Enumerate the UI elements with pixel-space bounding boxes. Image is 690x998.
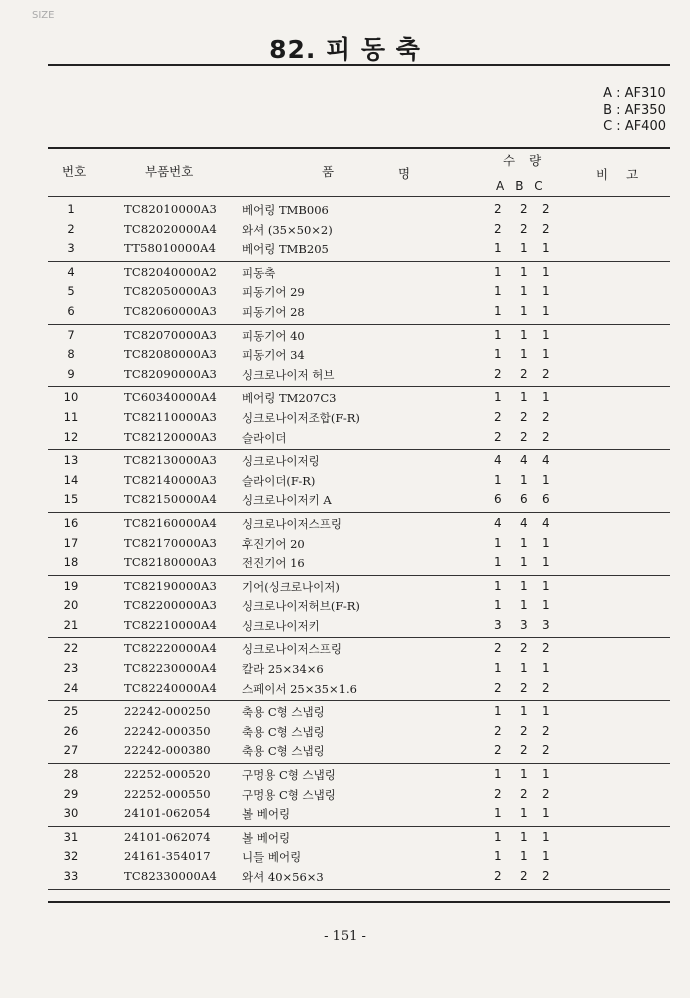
cell-qty-b: 4 [520, 515, 528, 530]
cell-qty-a: 1 [494, 347, 502, 362]
cell-part-no: 22252-000550 [124, 786, 211, 801]
cell-qty-c: 1 [542, 284, 550, 299]
header-rule-bottom [48, 196, 670, 197]
cell-no: 15 [63, 492, 79, 507]
legend-key: C [603, 119, 613, 134]
cell-qty-a: 1 [494, 829, 502, 844]
legend-model: AF400 [624, 119, 666, 134]
page-title: 82. 피 동 축 [269, 35, 421, 64]
cell-qty-c: 2 [542, 641, 550, 656]
cell-qty-c: 2 [542, 221, 550, 236]
cell-qty-c: 1 [542, 472, 550, 487]
row-group [48, 638, 670, 701]
cell-qty-b: 1 [520, 390, 528, 405]
cell-part-no: TC82200000A3 [124, 598, 218, 613]
cell-no: 12 [63, 429, 79, 444]
cell-qty-a: 2 [494, 202, 502, 216]
cell-no: 2 [67, 221, 75, 236]
cell-name: 싱크로나이저조합(F-R) [242, 410, 360, 425]
cell-no: 5 [67, 284, 75, 299]
cell-qty-b: 1 [520, 555, 528, 570]
cell-name: 구멍용 C형 스냅링 [242, 787, 336, 802]
table-row [48, 785, 670, 805]
header-no: 번호 [62, 164, 87, 179]
table-row [48, 616, 670, 636]
table-row [48, 828, 670, 848]
row-group [48, 262, 670, 325]
cell-name: 니들 베어링 [242, 850, 302, 865]
cell-name: 볼 베어링 [242, 807, 291, 822]
cell-qty-b: 1 [520, 578, 528, 593]
table-row [48, 804, 670, 824]
cell-part-no: TC82230000A4 [124, 661, 218, 676]
cell-qty-c: 1 [542, 347, 550, 362]
legend-key: B [603, 102, 612, 118]
cell-part-no: TC82210000A4 [124, 617, 218, 632]
cell-name: 싱크로나이저스프링 [242, 516, 342, 531]
cell-no: 25 [63, 704, 79, 719]
row-group [48, 199, 670, 262]
table-row [48, 388, 670, 408]
cell-no: 17 [63, 535, 79, 550]
cell-qty-a: 1 [494, 555, 502, 570]
cell-qty-b: 2 [520, 869, 528, 883]
table-row [48, 408, 670, 428]
table-row [48, 326, 670, 346]
cell-qty-b: 2 [520, 641, 528, 656]
cell-qty-b: 1 [520, 284, 528, 299]
cell-name: 피동기어 34 [242, 348, 305, 363]
cell-name: 전진기어 16 [242, 556, 305, 571]
cell-part-no: 22252-000520 [124, 767, 211, 782]
cell-part-no: TC82220000A4 [124, 641, 218, 656]
table-row [48, 847, 670, 867]
cell-no: 32 [63, 849, 79, 864]
cell-qty-a: 2 [494, 641, 502, 656]
cell-qty-b: 6 [520, 492, 528, 507]
cell-no: 1 [67, 202, 75, 216]
cell-part-no: TT58010000A4 [124, 241, 217, 256]
cell-qty-a: 2 [494, 869, 502, 883]
cell-qty-a: 6 [494, 492, 502, 507]
cell-name: 칼라 25×34×6 [242, 662, 324, 677]
cell-part-no: TC82140000A3 [124, 472, 218, 487]
cell-part-no: TC82010000A3 [124, 202, 218, 216]
legend-key: A [603, 86, 612, 101]
table-row [48, 428, 670, 448]
cell-qty-b: 1 [520, 767, 528, 782]
cell-part-no: TC82080000A3 [124, 347, 218, 362]
cell-qty-b: 3 [520, 617, 528, 632]
cell-no: 9 [67, 366, 75, 381]
cell-qty-a: 2 [494, 723, 502, 738]
cell-qty-b: 2 [520, 786, 528, 801]
row-group [48, 701, 670, 764]
header-qty-cols: ABC [496, 179, 554, 193]
legend-model: AF350 [624, 102, 666, 118]
row-group [48, 827, 670, 890]
cell-qty-c: 1 [542, 578, 550, 593]
cell-qty-a: 1 [494, 578, 502, 593]
cell-qty-a: 2 [494, 680, 502, 695]
cell-part-no: TC82060000A3 [124, 303, 218, 318]
cell-qty-a: 4 [494, 453, 502, 468]
cell-qty-a: 2 [494, 409, 502, 424]
cell-qty-c: 2 [542, 786, 550, 801]
page-number: - 151 - [324, 929, 366, 944]
cell-qty-a: 1 [494, 264, 502, 279]
cell-part-no: TC82050000A3 [124, 284, 218, 299]
cell-name: 싱크로나이저 허브 [242, 367, 335, 382]
cell-qty-b: 1 [520, 806, 528, 821]
cell-qty-b: 1 [520, 704, 528, 719]
cell-qty-b: 2 [520, 723, 528, 738]
cell-no: 16 [63, 515, 79, 530]
table-row [48, 741, 670, 761]
table-row [48, 765, 670, 785]
cell-name: 와셔 (35×50×2) [242, 222, 333, 237]
cell-qty-b: 2 [520, 429, 528, 444]
cell-qty-b: 2 [520, 366, 528, 381]
cell-qty-c: 2 [542, 723, 550, 738]
cell-part-no: TC82090000A3 [124, 366, 218, 381]
table-row [48, 596, 670, 616]
header-note: 비고 [596, 167, 657, 182]
cell-qty-c: 1 [542, 661, 550, 676]
header-qty: 수량 [503, 153, 556, 168]
cell-name: 기어(싱크로나이저) [242, 579, 340, 594]
cell-part-no: TC82160000A4 [124, 515, 218, 530]
cell-qty-b: 1 [520, 327, 528, 342]
cell-part-no: TC82040000A2 [124, 264, 218, 279]
table-row [48, 659, 670, 679]
cell-qty-b: 1 [520, 303, 528, 318]
cell-name: 싱크로나이저스프링 [242, 642, 342, 657]
cell-name: 베어링 TMB006 [242, 203, 329, 217]
cell-part-no: TC82170000A3 [124, 535, 218, 550]
table-row [48, 490, 670, 510]
cell-qty-a: 1 [494, 303, 502, 318]
legend-entry: C : AF400 [603, 119, 666, 134]
cell-qty-b: 1 [520, 829, 528, 844]
cell-qty-a: 1 [494, 806, 502, 821]
table-row [48, 345, 670, 365]
cell-qty-a: 1 [494, 472, 502, 487]
cell-qty-c: 1 [542, 598, 550, 613]
cell-no: 23 [63, 661, 79, 676]
corner-mark: SIZE [32, 10, 55, 21]
legend-entry: A : AF310 [603, 86, 666, 101]
cell-qty-c: 2 [542, 202, 550, 216]
cell-no: 19 [63, 578, 79, 593]
legend-model: AF310 [624, 86, 666, 101]
header-part-no: 부품번호 [145, 164, 194, 179]
cell-no: 8 [67, 347, 75, 362]
cell-no: 18 [63, 555, 79, 570]
row-group [48, 325, 670, 388]
cell-name: 와셔 40×56×3 [242, 870, 324, 884]
cell-qty-b: 4 [520, 453, 528, 468]
cell-qty-a: 1 [494, 390, 502, 405]
cell-qty-c: 1 [542, 390, 550, 405]
cell-name: 피동축 [242, 265, 276, 280]
cell-qty-c: 1 [542, 704, 550, 719]
cell-name: 축용 C형 스냅링 [242, 724, 325, 739]
cell-part-no: TC82110000A3 [124, 409, 218, 424]
cell-name: 싱크로나이저허브(F-R) [242, 599, 360, 614]
cell-no: 31 [63, 829, 79, 844]
cell-qty-c: 4 [542, 515, 550, 530]
cell-qty-c: 1 [542, 264, 550, 279]
cell-part-no: TC82240000A4 [124, 680, 218, 695]
cell-part-no: 24161-354017 [124, 849, 211, 864]
table-row [48, 639, 670, 659]
cell-qty-c: 6 [542, 492, 550, 507]
table-row [48, 282, 670, 302]
parts-table [48, 199, 670, 890]
cell-name: 피동기어 29 [242, 285, 305, 300]
cell-no: 27 [63, 743, 79, 758]
cell-no: 3 [67, 241, 75, 256]
table-row [48, 553, 670, 573]
cell-qty-b: 2 [520, 680, 528, 695]
cell-qty-b: 1 [520, 598, 528, 613]
table-row [48, 867, 670, 887]
cell-qty-c: 1 [542, 829, 550, 844]
cell-qty-a: 3 [494, 617, 502, 632]
table-row [48, 534, 670, 554]
cell-part-no: 24101-062074 [124, 829, 211, 844]
cell-name: 싱크로나이저키 A [242, 493, 332, 508]
cell-name: 축용 C형 스냅링 [242, 705, 325, 720]
cell-name: 스페이서 25×35×1.6 [242, 681, 357, 696]
cell-qty-b: 2 [520, 202, 528, 216]
cell-qty-a: 2 [494, 743, 502, 758]
cell-part-no: 22242-000350 [124, 723, 211, 738]
cell-name: 피동기어 28 [242, 304, 305, 319]
cell-name: 베어링 TM207C3 [242, 391, 337, 406]
cell-qty-b: 2 [520, 409, 528, 424]
legend-entry: B : AF350 [603, 102, 666, 118]
cell-no: 4 [67, 264, 75, 279]
cell-qty-b: 1 [520, 472, 528, 487]
cell-qty-c: 1 [542, 555, 550, 570]
cell-qty-b: 2 [520, 221, 528, 236]
bottom-rule [48, 901, 670, 903]
cell-no: 7 [67, 327, 75, 342]
cell-qty-c: 3 [542, 617, 550, 632]
cell-no: 30 [63, 806, 79, 821]
cell-no: 13 [63, 453, 79, 468]
row-group [48, 450, 670, 513]
cell-qty-c: 1 [542, 303, 550, 318]
row-group [48, 513, 670, 576]
cell-name: 싱크로나이저키 [242, 618, 320, 633]
cell-name: 피동기어 40 [242, 328, 305, 343]
row-group [48, 387, 670, 450]
table-row [48, 451, 670, 471]
cell-qty-b: 2 [520, 743, 528, 758]
cell-qty-b: 1 [520, 535, 528, 550]
cell-qty-c: 1 [542, 327, 550, 342]
cell-qty-c: 1 [542, 806, 550, 821]
cell-name: 슬라이더(F-R) [242, 473, 316, 488]
table-row [48, 220, 670, 240]
cell-no: 20 [63, 598, 79, 613]
cell-qty-a: 1 [494, 849, 502, 864]
cell-qty-a: 1 [494, 661, 502, 676]
title-rule [48, 64, 670, 66]
cell-qty-a: 4 [494, 515, 502, 530]
cell-part-no: TC60340000A4 [124, 390, 218, 405]
cell-part-no: TC82130000A3 [124, 453, 218, 468]
cell-qty-b: 1 [520, 849, 528, 864]
cell-qty-a: 2 [494, 786, 502, 801]
cell-part-no: TC82150000A4 [124, 492, 218, 507]
cell-qty-c: 2 [542, 680, 550, 695]
cell-qty-a: 1 [494, 241, 502, 256]
table-row [48, 302, 670, 322]
model-legend [603, 86, 666, 136]
cell-part-no: 22242-000250 [124, 704, 211, 719]
cell-qty-a: 1 [494, 767, 502, 782]
cell-name: 볼 베어링 [242, 830, 291, 845]
cell-qty-c: 2 [542, 869, 550, 883]
cell-no: 24 [63, 680, 79, 695]
cell-qty-b: 1 [520, 347, 528, 362]
cell-part-no: TC82120000A3 [124, 429, 218, 444]
cell-part-no: 22242-000380 [124, 743, 211, 758]
cell-no: 33 [63, 869, 79, 883]
cell-no: 22 [63, 641, 79, 656]
cell-name: 후진기어 20 [242, 536, 305, 551]
cell-name: 축용 C형 스냅링 [242, 744, 325, 759]
table-row [48, 200, 670, 220]
cell-no: 28 [63, 767, 79, 782]
table-row [48, 514, 670, 534]
cell-part-no: TC82190000A3 [124, 578, 218, 593]
cell-qty-c: 2 [542, 409, 550, 424]
cell-no: 21 [63, 617, 79, 632]
cell-qty-a: 1 [494, 535, 502, 550]
cell-part-no: 24101-062054 [124, 806, 211, 821]
cell-qty-a: 2 [494, 429, 502, 444]
cell-qty-a: 2 [494, 366, 502, 381]
table-row [48, 702, 670, 722]
cell-part-no: TC82180000A3 [124, 555, 218, 570]
cell-qty-a: 1 [494, 704, 502, 719]
cell-no: 14 [63, 472, 79, 487]
cell-qty-b: 1 [520, 241, 528, 256]
table-row [48, 577, 670, 597]
header-name-2: 명 [398, 166, 411, 181]
header-name-1: 품 [322, 164, 335, 179]
cell-name: 베어링 TMB205 [242, 242, 329, 257]
table-row [48, 365, 670, 385]
cell-part-no: TC82020000A4 [124, 221, 218, 236]
table-row [48, 471, 670, 491]
cell-name: 구멍용 C형 스냅링 [242, 768, 336, 783]
cell-no: 10 [63, 390, 79, 405]
cell-qty-b: 1 [520, 661, 528, 676]
cell-qty-c: 2 [542, 429, 550, 444]
cell-qty-c: 4 [542, 453, 550, 468]
table-row [48, 679, 670, 699]
cell-name: 슬라이더 [242, 430, 287, 445]
cell-qty-b: 1 [520, 264, 528, 279]
row-group [48, 764, 670, 827]
cell-qty-c: 1 [542, 241, 550, 256]
cell-qty-a: 1 [494, 327, 502, 342]
cell-qty-a: 1 [494, 598, 502, 613]
cell-no: 29 [63, 786, 79, 801]
cell-no: 11 [63, 409, 79, 424]
cell-no: 6 [67, 303, 75, 318]
table-row [48, 239, 670, 259]
cell-no: 26 [63, 723, 79, 738]
cell-qty-c: 2 [542, 366, 550, 381]
cell-qty-c: 2 [542, 743, 550, 758]
cell-part-no: TC82330000A4 [124, 869, 218, 883]
cell-qty-c: 1 [542, 767, 550, 782]
table-row [48, 722, 670, 742]
cell-qty-a: 2 [494, 221, 502, 236]
cell-part-no: TC82070000A3 [124, 327, 218, 342]
cell-qty-c: 1 [542, 849, 550, 864]
cell-qty-a: 1 [494, 284, 502, 299]
row-group [48, 576, 670, 639]
cell-qty-c: 1 [542, 535, 550, 550]
cell-name: 싱크로나이저링 [242, 454, 320, 469]
table-row [48, 263, 670, 283]
header-rule-top [48, 147, 670, 149]
